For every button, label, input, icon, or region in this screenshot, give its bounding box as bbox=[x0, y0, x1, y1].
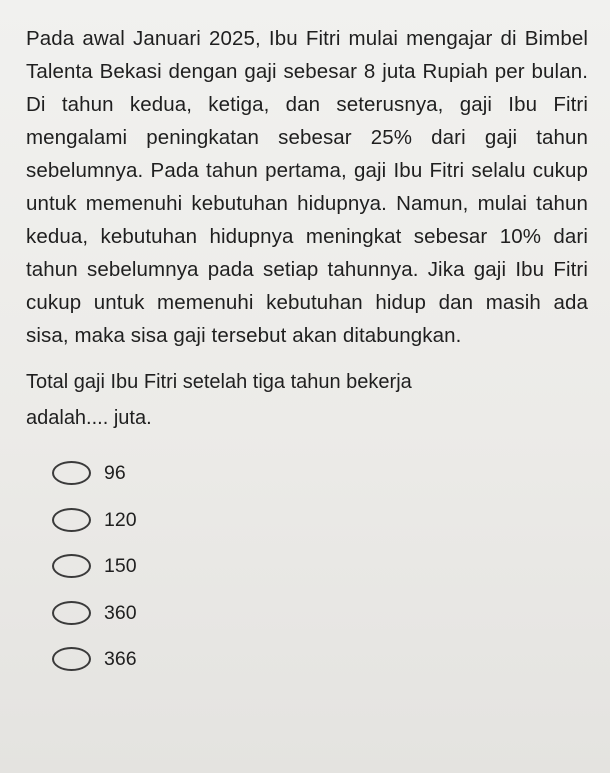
answer-option-label: 96 bbox=[104, 462, 126, 485]
answer-option-label: 150 bbox=[104, 555, 137, 578]
question-prompt: Total gaji Ibu Fitri setelah tiga tahun bekerja adalah.... juta. bbox=[26, 371, 412, 429]
radio-circle-icon[interactable] bbox=[52, 601, 91, 625]
answer-option-label: 360 bbox=[104, 601, 137, 624]
answer-option-150[interactable] bbox=[52, 543, 588, 590]
radio-circle-icon[interactable] bbox=[52, 508, 91, 532]
radio-circle-icon[interactable] bbox=[52, 647, 91, 671]
answer-options bbox=[52, 450, 588, 683]
answer-option-label: 366 bbox=[104, 648, 137, 671]
answer-option-label: 120 bbox=[104, 508, 137, 531]
radio-circle-icon[interactable] bbox=[52, 461, 91, 485]
radio-circle-icon[interactable] bbox=[52, 554, 91, 578]
answer-option-96[interactable] bbox=[52, 450, 588, 497]
question-text: Pada awal Januari 2025, Ibu Fitri mulai mengajar di Bimbel Talenta Bekasi dengan gaji sebesar 8 juta Rupiah per bulan. Di tahun kedua, ketiga, dan seterusnya, gaji Ibu Fitri mengalami peningkatan sebesar 25% dari gaji tahun sebelumnya. Pada tahun pertama, gaji Ibu Fitri selalu cukup untuk memenuhi kebutuhan hidupnya. Namun, mulai tahun kedua, kebutuhan hidupnya meningkat sebesar 10% dari tahun sebelumnya pada setiap tahunnya. Jika gaji Ibu Fitri cukup untuk memenuhi kebutuhan hidup dan masih ada sisa, maka sisa gaji tersebut akan ditabungkan. bbox=[26, 27, 588, 347]
answer-option-360[interactable] bbox=[52, 590, 588, 637]
answer-option-120[interactable] bbox=[52, 497, 588, 544]
answer-option-366[interactable] bbox=[52, 636, 588, 683]
